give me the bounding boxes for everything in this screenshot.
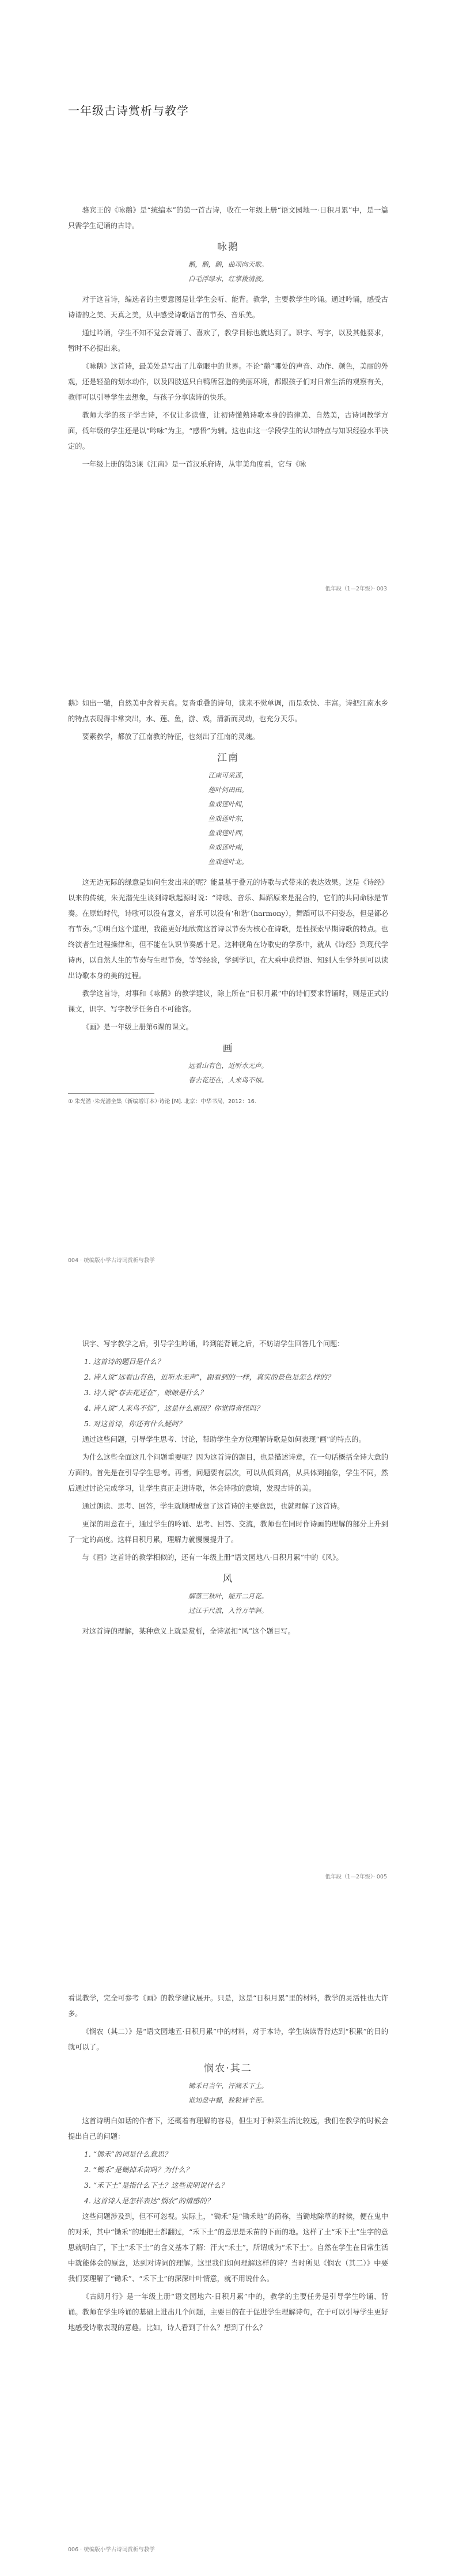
- page-3: [0, 1290, 455, 1935]
- poem-title: 画: [222, 1043, 234, 1054]
- question-list: [68, 2147, 388, 2209]
- paragraph: 通过吟诵，学生不知不觉会背诵了、喜欢了，教学目标也就达到了。识字、写字，以及其他要求，暂时不必提出来。: [68, 329, 388, 353]
- paragraph: 通过这些问题，引导学生思考、讨论，帮助学生全方位理解诗歌是如何表现“画”的特点的。: [82, 1435, 366, 1444]
- poem-line: 解落三秋叶，能开二月花。: [188, 1592, 268, 1600]
- paragraph: 教学这首诗，对事和《咏鹅》的教学建议，除上所在“日积月累”中的诗们要求背诵时，则是正式的课文，识字、写字教学任务自不可能容。: [68, 990, 388, 1013]
- page-footer: 006 · 统编版小学古诗词赏析与教学: [68, 2547, 155, 2553]
- paragraph: 识字、写字教学之后，引导学生吟诵，吟到能背诵之后，不妨请学生回答几个问题：: [82, 1340, 344, 1348]
- paragraph: 这首诗明白如话的作者下，还概着有理解的容易，但生对于种菜生活比较远，我们在教学的时候会提出自己的问题：: [68, 2117, 388, 2141]
- poem-line: 远看山有色，近听水无声。: [188, 1062, 268, 1070]
- list-item: 1. 这首诗的题目是什么？: [84, 1358, 164, 1366]
- list-item: 4. 这首诗人是怎样表达“悯农”的情感的？: [84, 2197, 214, 2205]
- list-item: 1. “锄禾”的词是什么意思？: [84, 2150, 172, 2158]
- page-4: [0, 1935, 455, 2576]
- poem-title: 悯农·其二: [204, 2063, 252, 2074]
- poem-line: 鱼戏莲叶东，: [208, 815, 248, 823]
- list-item: 2. “锄禾”是锄掉禾苗吗？为什么？: [84, 2166, 193, 2174]
- list-item: 2. 诗人说“远看山有色，近听水无声”，跟看到的一样，真实的景色是怎么样的？: [84, 1373, 335, 1381]
- paragraph: 对于这首诗，编选者的主要意图是让学生会听、能背。教学，主要教学生吟诵。通过吟诵，感受古诗谐韵之美、天真之美，从中感受诗歌语言的节奏、音乐美。: [68, 296, 388, 319]
- poem-title: 风: [222, 1573, 234, 1585]
- paragraph: 教师大学的孩子学古诗，不仅让多读懂，让初诗懂熟诗歌本身的韵律美、自然美，古诗词教学方面，低年级的学生还是以“吟咏”为主，“感悟”为辅。这也由这一学段学生的认知特点与知识经验水平决定的。: [68, 411, 388, 450]
- paragraph: 对这首诗的理解，某种意义上就是赏析，全诗紧扣“风”这个题目写。: [82, 1627, 295, 1635]
- question-list: [68, 1354, 388, 1432]
- poem-min-nong: [68, 2060, 388, 2108]
- poem-yong-e: [68, 238, 388, 286]
- paragraph: 这些问题涉及到，但不可忽视。实际上，“锄禾”是“锄禾地”的简称，当锄地除草的时候，便在鬼中的对禾，其中“锄禾”的地把土都翻过，“禾下土”的意思是禾苗的下面的地。这样了土“禾下土”生字的意思就明白了，下土“禾下土”的含义基本了解：汗大“禾土”，所谓成为“禾下土”。自然在学生在日常生活中就能体会的原意，达到对诗词的理解。这里我们如何理解这样的诗？当时所见《悯农（其二）》中要我们要理解了“锄禾”、“禾下土”的深深叶叶情意，就不用说什么。: [68, 2213, 388, 2283]
- poem-line: 江南可采莲，: [208, 771, 248, 779]
- page-2: [0, 645, 455, 1290]
- page-footer: 004 · 统编版小学古诗词赏析与教学: [68, 1257, 155, 1264]
- paragraph: 《悯农（其二）》是“语文园地五·日积月累”中的材料，对于本诗，学生读读背背达到“积累”的目的就可以了。: [68, 2028, 388, 2051]
- footnote-divider: [68, 1093, 154, 1094]
- paragraph: 《古朗月行》是一年级上册“语文园地六·日积月累”中的，教学的主要任务是引导学生吟诵、背诵。教师在学生吟诵的基础上进出几个问题，主要目的在于促进学生理解诗句，在于可以引导学生更好地感受诗歌表现的意趣。比如，诗人看到了什么？想到了什么？: [68, 2293, 388, 2332]
- page-footer: 低年段（1—2年级）· 003: [325, 586, 387, 592]
- poem-line: 锄禾日当午，汗滴禾下土。: [188, 2082, 268, 2090]
- paragraph: 与《画》这首诗的教学相似的，还有一年级上册“语文园地八·日积月累”中的《风》。: [82, 1554, 343, 1562]
- poem-line: 鱼戏莲叶间，: [208, 800, 248, 808]
- page-3-content: [68, 1336, 388, 1642]
- paragraph: 看说教学，完全可参考《画》的教学建议展开。只是，这是“日积月累”里的材料，教学的灵活性也大许多。: [68, 1994, 388, 2018]
- list-item: 5. 对这首诗，你还有什么疑问？: [84, 1420, 185, 1428]
- poem-title: 咏鹅: [217, 241, 239, 253]
- paragraph: 《画》是一年级上册第6课的课文。: [82, 1023, 193, 1031]
- poem-title: 江南: [217, 752, 239, 764]
- poem-line: 过江千尺浪，入竹万竿斜。: [188, 1607, 268, 1615]
- poem-line: 鱼戏莲叶西，: [208, 829, 248, 837]
- poem-line: 谁知盘中餐，粒粒皆辛苦。: [188, 2096, 268, 2104]
- poem-line: 春去花还在，人来鸟不惊。: [188, 1076, 268, 1084]
- poem-feng: [68, 1570, 388, 1618]
- page-4-content: [68, 1991, 388, 2338]
- list-item: 4. 诗人说“人来鸟不惊”，这是什么原因？你觉得奇怪吗？: [84, 1404, 264, 1412]
- list-item: 3. 诗人说“春去花还在”，晾晾是什么？: [84, 1389, 207, 1397]
- list-item: 3. “禾下土”是指什么下土？这些说明说什么？: [84, 2181, 228, 2189]
- paragraph: 更深的用意在于，通过学生的吟诵、思考、回答、交流，教师也在同时作诗画的理解的部分上升到了一定的高度。这样日积月累，理解力就慢慢提升了。: [68, 1520, 388, 1544]
- paragraph: 要素教学，都放了江南教的特征，也刻出了江南的灵魂。: [82, 733, 260, 741]
- page-1-content: [68, 203, 388, 475]
- poem-line: 鹅，鹅，鹅，曲项向天歌。: [188, 260, 268, 268]
- paragraph: 这无边无际的绿意是如何生发出来的呢？能量基于叠元的诗歌与式带来的表达效果。这是《诗经》以来的传统，朱光潜先生谈到诗歌起源时说：“诗歌、音乐、舞蹈原来是混合的，它们的共同命脉是节奏。在原始时代，诗歌可以没有意义，音乐可以没有‘和谐’（harmony），舞蹈可以不问姿态，但是都必有节奏。”①明白这个道理，我能更好地欣赏这首诗以节奏为核心在诗歌，是性探索早期诗歌的特点。也终演者生过程操律和，但不能在认识节奏感十足。这种视角在诗歌史的学系中，就从《诗经》到现代学诗再，以自然人生的节奏与生理节奏，等等经验，学到学识，在大乘中获得语、知到人生学外到可以读出诗歌本身的美的过程。: [68, 878, 388, 980]
- paragraph: 骆宾王的《咏鹅》是“统编本”的第一首古诗，收在一年级上册“语文园地一·日积月累”中，是一篇只需学生记诵的古诗。: [68, 206, 388, 230]
- paragraph: 通过朗读、思考、回答，学生就顺理成章了这首诗的主要意思，也就理解了这首诗。: [82, 1502, 344, 1510]
- poem-hua: [68, 1040, 388, 1088]
- poem-jiang-nan: [68, 749, 388, 869]
- poem-line: 白毛浮绿水，红掌拨清波。: [188, 275, 268, 283]
- footnote: ① 朱光潜 ·朱光潜全集（新编增订本）·诗论 [M]. 北京：中华书局，2012：16.: [68, 1098, 256, 1105]
- paragraph: 一年级上册的第3课《江南》是一首汉乐府诗，从审美角度看，它与《咏: [82, 460, 306, 468]
- page-footer: 低年段（1—2年级）· 005: [325, 1874, 387, 1880]
- paragraph: 鹅》如出一辙，自然美中含着天真。复沓重叠的诗句，读来不觉单调，而是欢快、丰富。诗把江南水乡的特点表现得非常突出，水、莲、鱼，游、戏，清新而灵动，也充分天乐。: [68, 699, 388, 723]
- paragraph: 为什么这些全面这几个问题重要呢？因为这首诗的题目，也是描述诗意，在一句话概括全诗大意的方面的。首先是在引导学生思考。再者，问题要有层次，可以从低到高，从具体到抽象，学生不同，然后通过讨论完成学习，让学生真正走进诗歌，体会诗歌的意境，发现古诗的美。: [68, 1453, 388, 1492]
- poem-line: 鱼戏莲叶南，: [208, 843, 248, 851]
- poem-line: 莲叶何田田。: [208, 786, 248, 794]
- page-1: [0, 0, 455, 645]
- paragraph: 《咏鹅》这首诗，最美处是写出了儿童眼中的世界。不论“鹅”哪处的声音、动作、颜色，美丽的外观，还是轻盈的划水动作，以及四肢送只白鸭所营造的美丽环境，都跟孩子们对日常生活的观察有关，教师可以引导学生去想象，与孩子分享读诗的快乐。: [68, 362, 388, 401]
- page-2-content: [68, 696, 388, 1107]
- chapter-title: 一年级古诗赏析与教学: [68, 104, 189, 118]
- poem-line: 鱼戏莲叶北。: [208, 858, 248, 866]
